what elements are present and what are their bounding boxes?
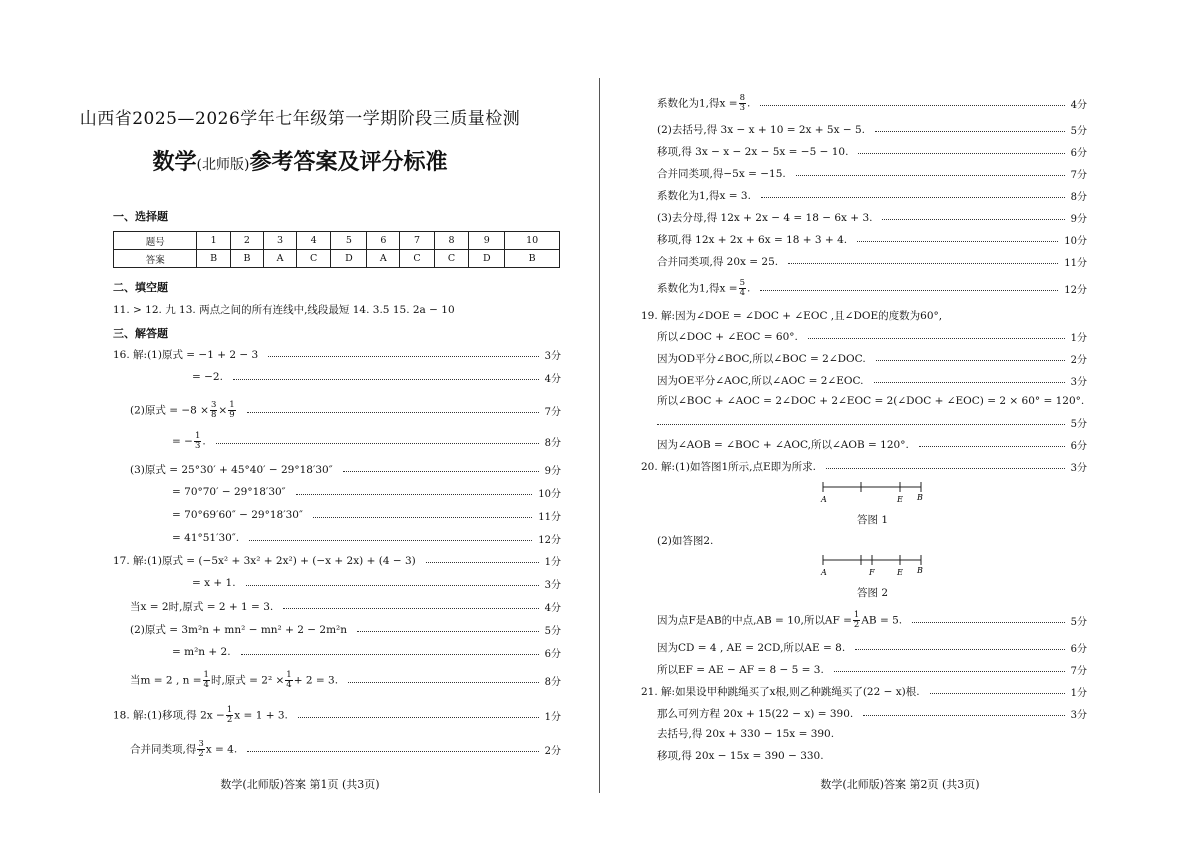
section-fill: 二、填空题 bbox=[113, 281, 168, 294]
list-item: (3)去分母,得 12x + 2x − 4 = 18 − 6x + 3. 9分 bbox=[657, 211, 1087, 225]
table-cell: 5 bbox=[331, 232, 367, 250]
page-divider bbox=[599, 78, 600, 793]
list-item: 因为OE平分∠AOC,所以∠AOC = 2∠EOC. 3分 bbox=[657, 374, 1087, 388]
list-item: 合并同类项,得 20x = 25. 11分 bbox=[657, 255, 1087, 269]
section-solve: 三、解答题 bbox=[113, 327, 168, 340]
list-item: = −2. 4分 bbox=[192, 371, 561, 385]
page-footer-right: 数学(北师版)答案 第2页 (共3页) bbox=[820, 778, 980, 791]
list-item: 20. 解:(1)如答图1所示,点E即为所求. 3分 bbox=[641, 460, 1087, 474]
list-item: = − $\frac{1}{3}$ . 8分 bbox=[172, 430, 561, 451]
list-item: = 70°69′60″ − 29°18′30″ 11分 bbox=[172, 509, 561, 523]
list-item: 系数化为1,得x = 3. 8分 bbox=[657, 189, 1087, 203]
figure-1-caption: 答图 1 bbox=[857, 514, 889, 526]
answer-table bbox=[113, 231, 560, 268]
list-item: 当x = 2时,原式 = 2 + 1 = 3. 4分 bbox=[130, 600, 561, 614]
list-item: (3)原式 = 25°30′ + 45°40′ − 29°18′30″ 9分 bbox=[130, 463, 561, 477]
list-item: 因为点F是AB的中点,AB = 10,所以AF = $\frac{1}{2}$ AB = 5. 5分 bbox=[657, 609, 1087, 630]
list-item: 5分 bbox=[657, 413, 1087, 431]
list-item: 系数化为1,得x = $\frac{5}{4}$ . 12分 bbox=[657, 277, 1087, 298]
table-cell: B bbox=[505, 250, 560, 268]
label-e: E bbox=[897, 568, 903, 577]
label-a: A bbox=[821, 495, 827, 504]
q21-line: 移项,得 20x − 15x = 390 − 330. bbox=[657, 750, 824, 762]
table-cell: A bbox=[264, 250, 297, 268]
list-item: (2)原式 = 3m²n + mn² − mn² + 2 − 2m²n 5分 bbox=[130, 623, 561, 637]
table-row bbox=[114, 250, 560, 268]
figure-2-caption: 答图 2 bbox=[857, 587, 889, 599]
fill-answers: 11. > 12. 九 13. 两点之间的所有连线中,线段最短 14. 3.5 15. 2a − 10 bbox=[113, 304, 455, 316]
list-item: 所以∠DOC + ∠EOC = 60°. 1分 bbox=[657, 330, 1087, 344]
table-cell: B bbox=[197, 250, 230, 268]
number-line-figure-2 bbox=[815, 551, 930, 577]
table-cell: 3 bbox=[264, 232, 297, 250]
number-line-figure-1 bbox=[815, 478, 930, 504]
list-item: 17. 解:(1)原式 = (−5x² + 3x² + 2x²) + (−x + 2x) + (4 − 3) 1分 bbox=[113, 554, 561, 568]
list-item: 那么可列方程 20x + 15(22 − x) = 390. 3分 bbox=[657, 707, 1087, 721]
label-e: E bbox=[897, 495, 903, 504]
table-cell: 8 bbox=[434, 232, 469, 250]
table-cell: 7 bbox=[400, 232, 435, 250]
table-cell: C bbox=[434, 250, 469, 268]
list-item: (2)去括号,得 3x − x + 10 = 2x + 5x − 5. 5分 bbox=[657, 123, 1087, 137]
list-item: 合并同类项,得 $\frac{3}{2}$ x = 4. 2分 bbox=[130, 738, 561, 759]
table-cell: B bbox=[230, 250, 263, 268]
table-cell: 答案 bbox=[114, 250, 197, 268]
list-item: 因为CD = 4 , AE = 2CD,所以AE = 8. 6分 bbox=[657, 641, 1087, 655]
exam-title: 山西省2025—2026学年七年级第一学期阶段三质量检测 bbox=[79, 109, 521, 129]
section-choice: 一、选择题 bbox=[113, 210, 168, 223]
list-item: 移项,得 3x − x − 2x − 5x = −5 − 10. 6分 bbox=[657, 145, 1087, 159]
table-cell: 4 bbox=[296, 232, 331, 250]
list-item: 16. 解:(1)原式 = −1 + 2 − 3 3分 bbox=[113, 348, 561, 362]
label-f: F bbox=[869, 568, 875, 577]
table-cell: C bbox=[400, 250, 435, 268]
list-item: 当m = 2 , n = $\frac{1}{4}$ 时,原式 = 2² × $\frac{1}{4}$ + 2 = 3. 8分 bbox=[130, 669, 561, 690]
table-cell: D bbox=[469, 250, 505, 268]
list-item: = 41°51′30″. 12分 bbox=[172, 532, 561, 546]
table-cell: A bbox=[367, 250, 400, 268]
list-item: 移项,得 12x + 2x + 6x = 18 + 3 + 4. 10分 bbox=[657, 233, 1087, 247]
table-cell: 题号 bbox=[114, 232, 197, 250]
list-item: 18. 解:(1)移项,得 2x − $\frac{1}{2}$ x = 1 + 3. 1分 bbox=[113, 704, 561, 725]
list-item: 因为∠AOB = ∠BOC + ∠AOC,所以∠AOB = 120°. 6分 bbox=[657, 438, 1087, 452]
table-cell: 1 bbox=[197, 232, 230, 250]
list-item: 系数化为1,得x = $\frac{8}{3}$ . 4分 bbox=[657, 92, 1087, 113]
list-item: 因为OD平分∠BOC,所以∠BOC = 2∠DOC. 2分 bbox=[657, 352, 1087, 366]
q21-line: 去括号,得 20x + 330 − 15x = 390. bbox=[657, 728, 835, 740]
label-b: B bbox=[917, 493, 923, 502]
table-row bbox=[114, 232, 560, 250]
label-a: A bbox=[821, 568, 827, 577]
table-cell: C bbox=[296, 250, 331, 268]
table-cell: 10 bbox=[505, 232, 560, 250]
q20-part2: (2)如答图2. bbox=[657, 535, 714, 547]
table-cell: 6 bbox=[367, 232, 400, 250]
list-item: 合并同类项,得−5x = −15. 7分 bbox=[657, 167, 1087, 181]
q19-long-line: 所以∠BOC + ∠AOC = 2∠DOC + 2∠EOC = 2(∠DOC + ∠EOC) = 2 × 60° = 120°. bbox=[657, 395, 1085, 407]
list-item: = 70°70′ − 29°18′30″ 10分 bbox=[172, 486, 561, 500]
answer-key-title: 数学(北师版)参考答案及评分标准 bbox=[152, 149, 448, 175]
table-cell: 2 bbox=[230, 232, 263, 250]
table-cell: D bbox=[331, 250, 367, 268]
list-item: 21. 解:如果设甲种跳绳买了x根,则乙种跳绳买了(22 − x)根. 1分 bbox=[641, 685, 1087, 699]
list-item: = m²n + 2. 6分 bbox=[172, 646, 561, 660]
list-item: = x + 1. 3分 bbox=[192, 577, 561, 591]
list-item: (2)原式 = −8 × $\frac{3}{8}$ × $\frac{1}{9}$ 7分 bbox=[130, 399, 561, 420]
page-footer-left: 数学(北师版)答案 第1页 (共3页) bbox=[220, 778, 380, 791]
table-cell: 9 bbox=[469, 232, 505, 250]
label-b: B bbox=[917, 566, 923, 575]
list-item: 所以EF = AE − AF = 8 − 5 = 3. 7分 bbox=[657, 663, 1087, 677]
q19-heading: 19. 解:因为∠DOE = ∠DOC + ∠EOC ,且∠DOE的度数为60°, bbox=[641, 310, 943, 322]
